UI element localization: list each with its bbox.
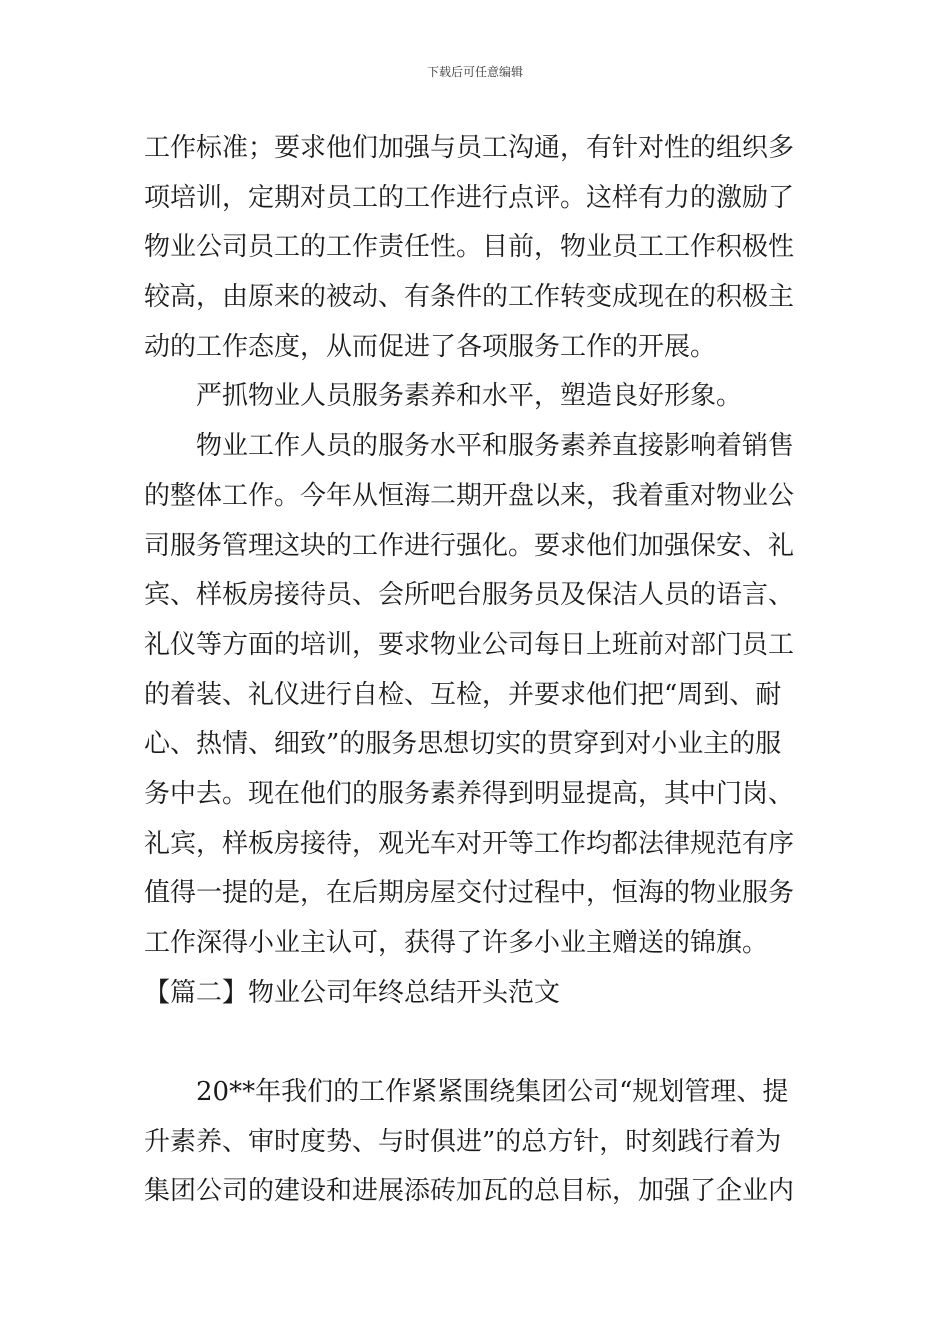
- text-line-7: 物业工作人员的服务水平和服务素养直接影响着销售: [196, 431, 795, 462]
- page-header: 下载后可任意编辑: [426, 65, 523, 79]
- text-line-15: 礼宾，样板房接待，观光车对开等工作均都法律规范有序: [144, 828, 795, 859]
- text-line-8: 的整体工作。今年从恒海二期开盘以来，我着重对物业公: [144, 480, 795, 511]
- text-line-5: 动的工作态度，从而促进了各项服务工作的开展。: [144, 331, 717, 362]
- text-line-10: 宾、样板房接待员、会所吧台服务员及保洁人员的语言、: [144, 580, 795, 611]
- text-line-11: 礼仪等方面的培训，要求物业公司每日上班前对部门员工: [144, 629, 795, 660]
- text-line-21: 升素养、审时度势、与时俱进”的总方针，时刻践行着为: [144, 1126, 782, 1157]
- text-line-16: 值得一提的是，在后期房屋交付过程中，恒海的物业服务: [144, 878, 795, 909]
- section-heading-line: 严抓物业人员服务素养和水平，塑造良好形象。: [196, 381, 743, 412]
- text-line-3: 物业公司员工的工作责任性。目前，物业员工工作积极性: [144, 232, 795, 263]
- article-title: 【篇二】物业公司年终总结开头范文: [144, 977, 561, 1008]
- document-body: [144, 124, 808, 1217]
- blank-line: [144, 1018, 808, 1068]
- text-line-13: 心、热情、细致”的服务思想切实的贯穿到对小业主的服: [144, 729, 782, 760]
- text-line-22: 集团公司的建设和进展添砖加瓦的总目标，加强了企业内: [144, 1176, 795, 1207]
- text-line-1: 工作标准；要求他们加强与员工沟通，有针对性的组织多: [144, 133, 795, 163]
- text-line-4: 较高，由原来的被动、有条件的工作转变成现在的积极主: [144, 282, 795, 313]
- text-line-20: 20**年我们的工作紧紧围绕集团公司“规划管理、提: [196, 1077, 789, 1108]
- text-line-12: 的着装、礼仪进行自检、互检，并要求他们把“周到、耐: [144, 679, 782, 710]
- text-line-17: 工作深得小业主认可，获得了许多小业主赠送的锦旗。: [144, 928, 769, 958]
- text-line-14: 务中去。现在他们的服务素养得到明显提高，其中门岗、: [144, 778, 795, 809]
- text-line-9: 司服务管理这块的工作进行强化。要求他们加强保安、礼: [144, 530, 795, 561]
- text-line-2: 项培训，定期对员工的工作进行点评。这样有力的激励了: [144, 182, 795, 213]
